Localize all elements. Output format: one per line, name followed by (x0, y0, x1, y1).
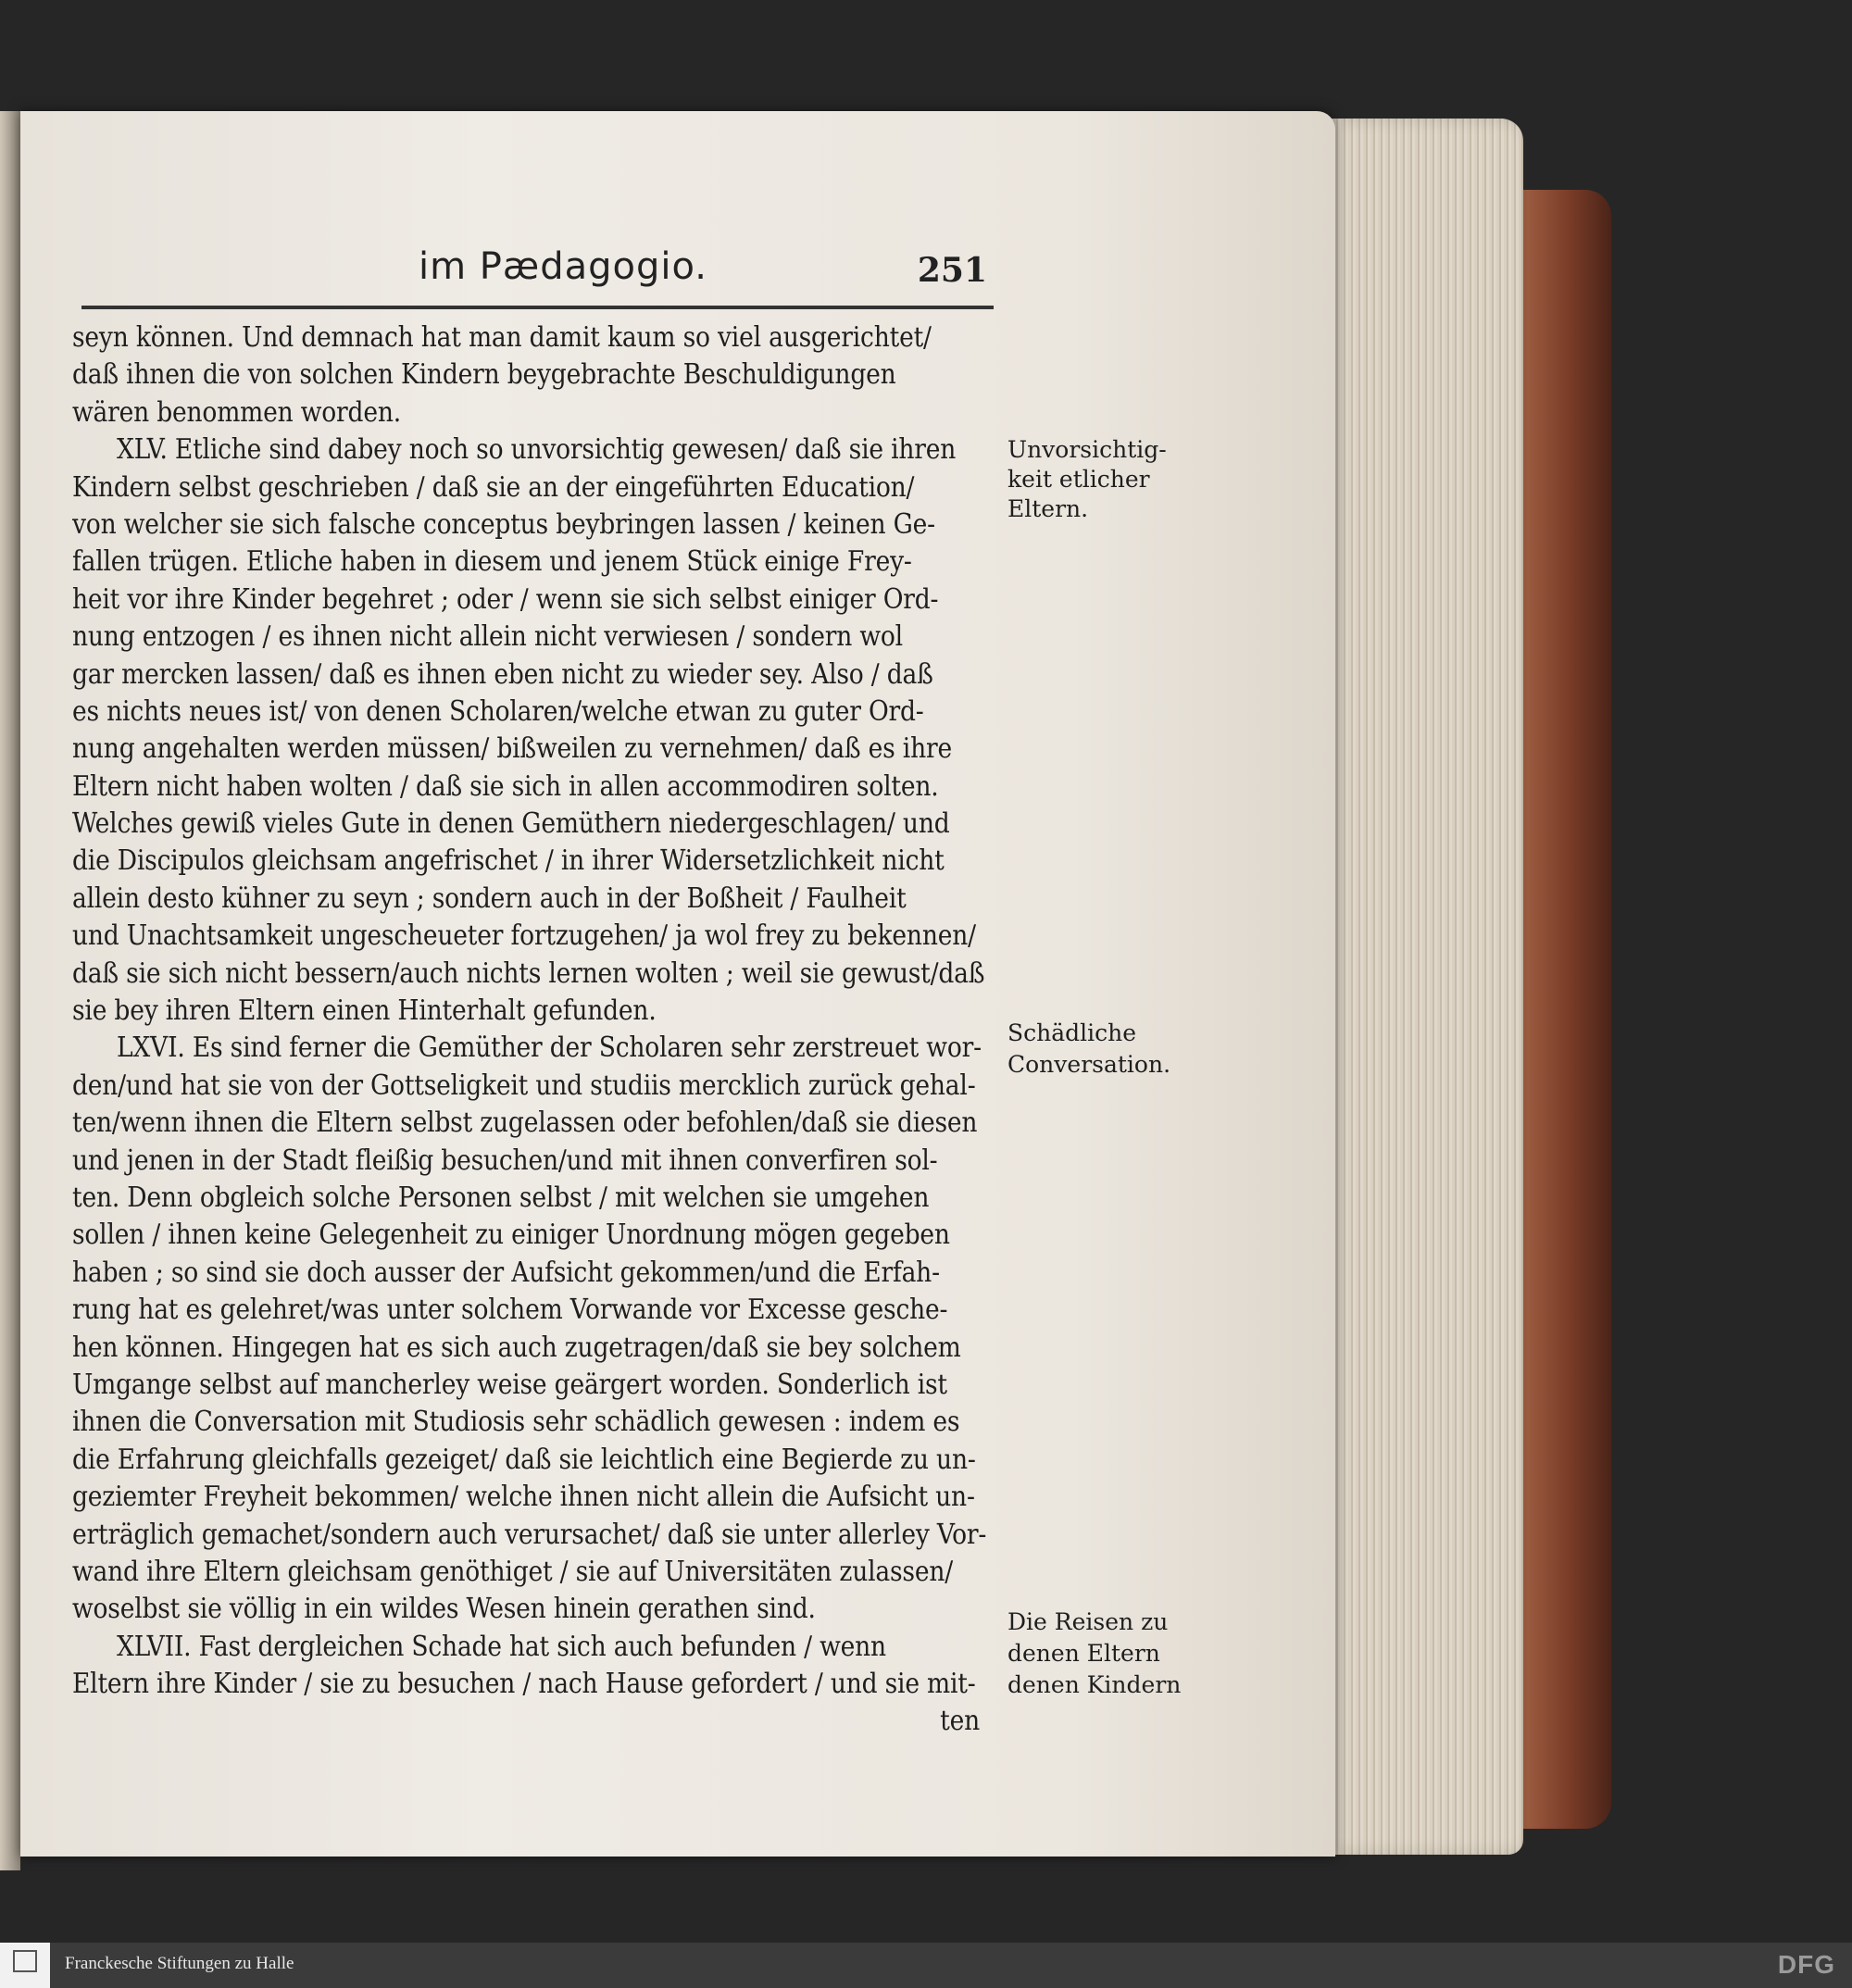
text-line: wand ihre Eltern gleichsam genöthiget / sie auf Universitäten zulassen/ (72, 1555, 953, 1587)
text-line: daß ihnen die von solchen Kindern beygebrachte Beschuldigungen (72, 358, 896, 391)
body-text (72, 319, 998, 1740)
text-line: daß sie sich nicht bessern/auch nichts lernen wolten ; weil sie gewust/daß (72, 956, 985, 989)
margin-note: denen Eltern (1007, 1640, 1160, 1667)
text-line: fallen trügen. Etliche haben in diesem und jenem Stück einige Frey- (72, 545, 912, 578)
text-line: sollen / ihnen keine Gelegenheit zu einiger Unordnung mögen gegeben (72, 1219, 950, 1251)
text-line: die Discipulos gleichsam angefrischet / in ihrer Widersetzlichkeit nicht (72, 844, 945, 877)
viewer-footer (0, 1943, 1852, 1988)
text-line: erträglich gemachet/sondern auch verursachet/ daß sie unter allerley Vor- (72, 1518, 987, 1550)
page-number: 251 (917, 251, 987, 290)
text-line: woselbst sie völlig in ein wildes Wesen hinein gerathen sind. (72, 1593, 816, 1625)
margin-note: Eltern. (1007, 495, 1089, 522)
margin-note: keit etlicher (1007, 466, 1150, 493)
text-line: allein desto kühner zu seyn ; sondern auch in der Boßheit / Faulheit (72, 881, 907, 914)
text-line: Welches gewiß vieles Gute in denen Gemüthern niedergeschlagen/ und (72, 807, 950, 840)
running-title: im Pædagogio. (419, 245, 707, 288)
margin-note: Schädliche (1007, 1019, 1137, 1046)
text-line: und jenen in der Stadt fleißig besuchen/und mit ihnen converfiren sol- (72, 1144, 938, 1176)
text-line: XLV. Etliche sind dabey noch so unvorsichtig gewesen/ daß sie ihren (117, 433, 957, 466)
text-line: nung entzogen / es ihnen nicht allein nicht verwiesen / sondern wol (72, 620, 903, 653)
institution-name: Franckesche Stiftungen zu Halle (65, 1954, 294, 1973)
text-line: Umgange selbst auf mancherley weise geärgert worden. Sonderlich ist (72, 1368, 947, 1400)
text-line: seyn können. Und demnach hat man damit kaum so viel ausgerichtet/ (72, 321, 932, 353)
header-rule (81, 306, 994, 309)
text-line: sie bey ihren Eltern einen Hinterhalt gefunden. (72, 994, 657, 1027)
previous-page-edge (0, 111, 20, 1870)
text-line: ihnen die Conversation mit Studiosis sehr schädlich gewesen : indem es (72, 1406, 960, 1438)
institution-logo-icon[interactable] (0, 1943, 50, 1988)
text-line: ten/wenn ihnen die Eltern selbst zugelassen oder befohlen/daß sie diesen (72, 1107, 978, 1139)
catchword: ten (940, 1705, 980, 1737)
page-header (80, 245, 996, 301)
text-line: Eltern ihre Kinder / sie zu besuchen / nach Hause gefordert / und sie mit- (72, 1668, 976, 1700)
margin-note: Unvorsichtig- (1007, 436, 1167, 463)
text-line: gar mercken lassen/ daß es ihnen eben nicht zu wieder sey. Also / daß (72, 657, 933, 690)
text-line: ten. Denn obgleich solche Personen selbst / mit welchen sie umgehen (72, 1181, 930, 1213)
text-line: hen können. Hingegen hat es sich auch zugetragen/daß sie bey solchem (72, 1331, 961, 1363)
text-line: den/und hat sie von der Gottseligkeit und studiis mercklich zurück gehal- (72, 1069, 976, 1101)
margin-note: Conversation. (1007, 1051, 1171, 1078)
margin-note: denen Kindern (1007, 1671, 1182, 1698)
text-line: Eltern nicht haben wolten / daß sie sich in allen accommodiren solten. (72, 769, 939, 802)
text-line: wären benommen worden. (72, 395, 401, 428)
text-line: und Unachtsamkeit ungescheueter fortzugehen/ ja wol frey zu bekennen/ (72, 919, 976, 952)
text-line: haben ; so sind sie doch ausser der Aufsicht gekommen/und die Erfah- (72, 1256, 940, 1288)
text-line: XLVII. Fast dergleichen Schade hat sich auch befunden / wenn (117, 1630, 886, 1662)
text-line: es nichts neues ist/ von denen Scholaren/welche etwan zu guter Ord- (72, 694, 924, 727)
text-line: LXVI. Es sind ferner die Gemüther der Scholaren sehr zerstreuet wor- (117, 1032, 982, 1064)
text-line: die Erfahrung gleichfalls gezeiget/ daß sie leichtlich eine Begierde zu un- (72, 1443, 976, 1475)
text-line: Kindern selbst geschrieben / daß sie an der eingeführten Education/ (72, 470, 915, 503)
text-line: heit vor ihre Kinder begehret ; oder / wenn sie sich selbst einiger Ord- (72, 582, 939, 615)
dfg-logo: DFG (1777, 1950, 1835, 1979)
text-line: rung hat es gelehret/was unter solchem Vorwande vor Excesse gesche- (72, 1294, 948, 1326)
margin-note: Die Reisen zu (1007, 1608, 1169, 1635)
text-line: von welcher sie sich falsche conceptus beybringen lassen / keinen Ge- (72, 507, 935, 540)
text-line: nung angehalten werden müssen/ bißweilen zu vernehmen/ daß es ihre (72, 732, 952, 765)
text-line: geziemter Freyheit bekommen/ welche ihnen nicht allein die Aufsicht un- (72, 1481, 975, 1513)
